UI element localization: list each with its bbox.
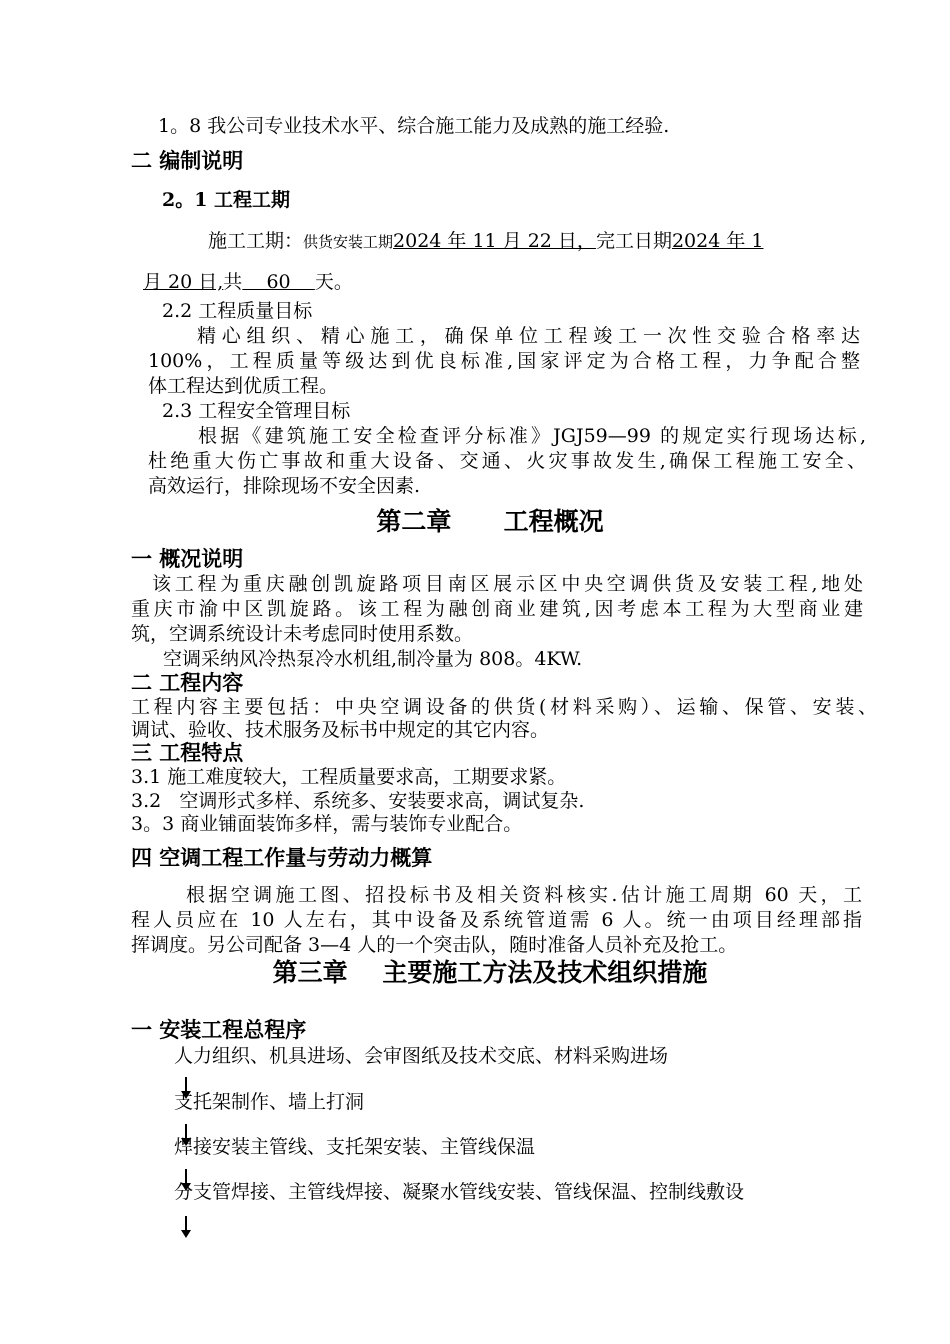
schedule-total-pre: 共 [223,271,243,293]
overview-line-3: 筑，空调系统设计未考虑同时使用系数。 [131,623,474,645]
overview-line-1: 该工程为重庆融创凯旋路项目南区展示区中央空调供货及安装工程,地处 [152,573,863,595]
labor-line-3: 挥调度。另公司配备 3—4 人的一个突击队，随时准备人员补充及抢工。 [131,934,738,956]
procedure-step-4: 分支管焊接、主管线焊接、凝聚水管线安装、管线保温、控制线敷设 [174,1181,745,1203]
schedule-total-post: 天。 [314,271,353,293]
item-1-8: 1。8 我公司专业技术水平、综合施工能力及成熟的施工经验. [158,115,670,137]
labor-line-1: 根据空调施工图、招投标书及相关资料核实.估计施工周期 60 天，工 [186,884,862,906]
features-line-2: 3.2 空调形式多样、系统多、安装要求高，调试复杂. [131,790,585,812]
overview-line-4: 空调采纳风冷热泵冷水机组,制冷量为 808。4KW. [163,648,583,670]
schedule-total-days: 60 [242,271,315,293]
section-labor-title: 四 空调工程工作量与劳动力概算 [131,846,433,870]
labor-line-2: 程人员应在 10 人左右，其中设备及系统管道需 6 人。统一由项目经理部指 [131,909,862,931]
features-line-3: 3。3 商业铺面装饰多样，需与装饰专业配合。 [131,813,523,835]
chapter-2-title: 第二章 工程概况 [376,507,604,536]
quality-line-1: 精心组织、精心施工，确保单位工程竣工一次性交验合格率达 [197,325,860,347]
procedure-step-3: 焊接安装主管线、支托架安装、主管线保温 [174,1136,536,1158]
section-procedure-title: 一 安装工程总程序 [131,1018,307,1042]
safety-line-2: 杜绝重大伤亡事故和重大设备、交通、火灾事故发生,确保工程施工安全、 [148,450,866,472]
content-line-1: 工程内容主要包括：中央空调设备的供货(材料采购）、运输、保管、安装、 [131,696,877,718]
section-overview-title: 一 概况说明 [131,547,244,571]
procedure-step-1: 人力组织、机具进场、会审图纸及技术交底、材料采购进场 [174,1045,669,1067]
procedure-step-2: 支托架制作、墙上打洞 [174,1091,365,1113]
schedule-completion-label: 完工日期 [595,230,672,252]
safety-line-1: 根据《建筑施工安全检查评分标准》JGJ59—99 的规定实行现场达标, [198,425,866,447]
section-title-compilation: 二 编制说明 [131,149,244,173]
content-line-2: 调试、验收、技术服务及标书中规定的其它内容。 [131,719,550,741]
schedule-end-date-part2: 月 20 日, [143,271,224,293]
subsection-schedule-title: 2。1 工程工期 [162,189,291,211]
features-line-1: 3.1 施工难度较大，工程质量要求高，工期要求紧。 [131,766,567,788]
down-arrow-icon [181,1216,191,1238]
safety-line-3: 高效运行，排除现场不安全因素. [148,475,421,497]
subsection-quality-title: 2.2 工程质量目标 [162,300,313,322]
schedule-end-date-part1: 2024 年 1 [671,230,764,252]
schedule-label: 施工工期： [208,230,304,252]
quality-line-3: 体工程达到优质工程。 [148,375,339,397]
schedule-small-label: 供货安装工期 [303,233,394,251]
schedule-start-date: 2024 年 11 月 22 日， [393,230,596,252]
quality-line-2: 100%，工程质量等级达到优良标准,国家评定为合格工程，力争配合整 [148,350,860,372]
schedule-line-2 [143,270,353,294]
subsection-safety-title: 2.3 工程安全管理目标 [162,400,351,422]
overview-line-2: 重庆市渝中区凯旋路。该工程为融创商业建筑,因考虑本工程为大型商业建 [131,598,863,620]
chapter-3-title: 第三章 主要施工方法及技术组织措施 [272,958,708,987]
section-features-title: 三 工程特点 [131,741,244,765]
section-content-title: 二 工程内容 [131,671,244,695]
schedule-line-1 [208,229,763,254]
